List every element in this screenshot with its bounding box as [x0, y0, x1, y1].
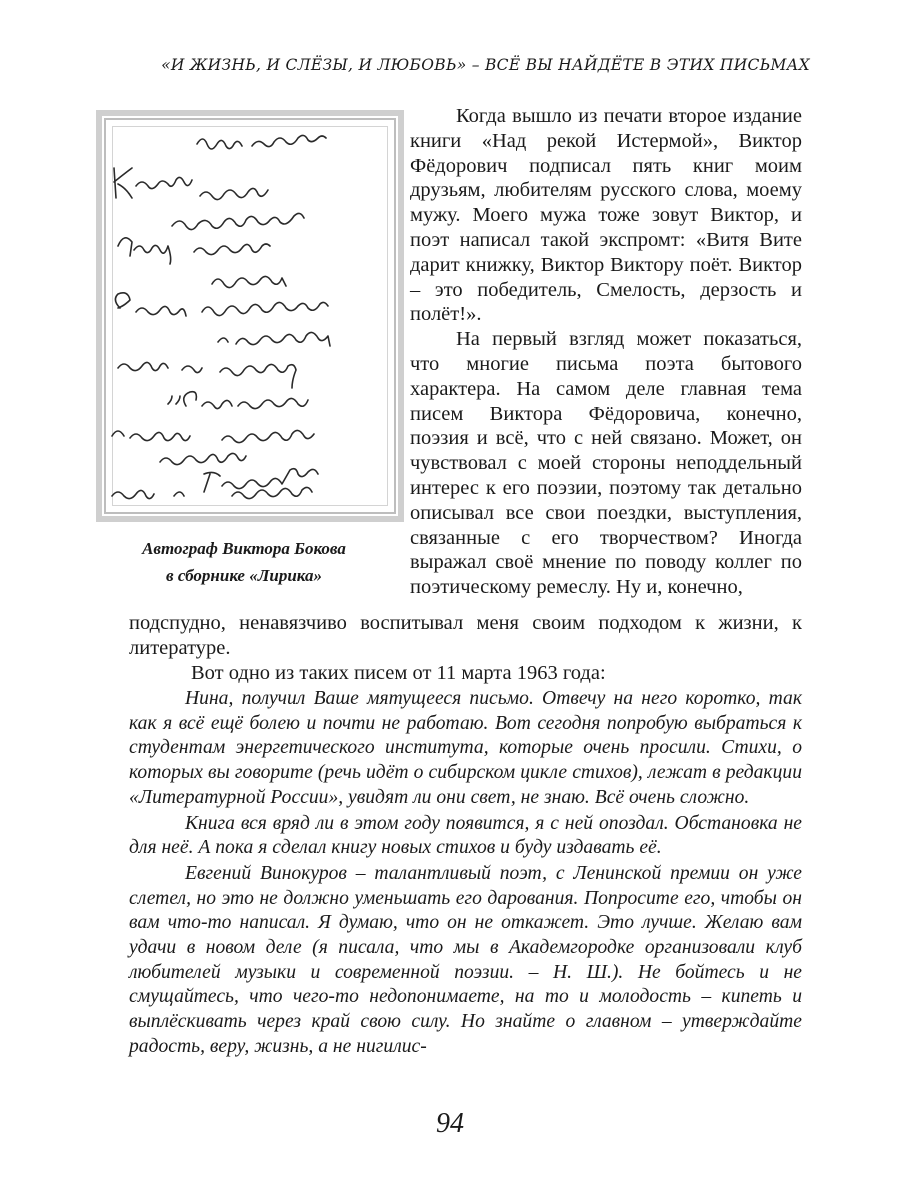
letter-paragraph-2: Книга вся вряд ли в этом году появится, я с ней опоздал. Обстановка не для неё. А пока я сделал книгу новых стихов и буду издавать её. — [129, 812, 802, 859]
running-head: «И ЖИЗНЬ, И СЛЁЗЫ, И ЛЮБОВЬ» – ВСЁ ВЫ НАЙДЁТЕ В ЭТИХ ПИСЬМАХ — [161, 56, 810, 74]
handwriting-autograph — [102, 116, 386, 504]
page-number: 94 — [436, 1108, 464, 1139]
body-paragraph-3: Вот одно из таких писем от 11 марта 1963 года: — [191, 661, 606, 684]
body-paragraph-2-continuation: подспудно, ненавязчиво воспитывал меня своим подходом к жизни, к литературе. — [129, 612, 802, 659]
figure-caption — [96, 535, 392, 589]
letter-paragraph-3: Евгений Винокуров – талантливый поэт, с Ленинской премии он уже слетел, но это не должно уменьшать его дарования. Попросите его, чтобы он вам что-то написал. Я думаю, что он не откажет. Это лучше. Желаю вам удачи в новом деле (я писала, что мы в Академгородке организовали клуб любителей музыки и современной поэзии. – Н. Ш.). Не бойтесь и не смущайтесь, что чего-то недопонимаете, на то и молодость – кипеть и выплёскивать через край свою силу. Но знайте о главном – утверждайте радость, веру, жизнь, а не нигилис- — [129, 862, 802, 1057]
caption-line-2: в сборнике «Лирика» — [166, 566, 322, 585]
body-paragraph-1: Когда вышло из печати второе издание книги «Над рекой Истермой», Виктор Фёдорович подписал пять книг моим друзьям, любителям русского слова, моему мужу. Моего мужа тоже зовут Виктор, и поэт написал такой экспромт: «Витя Вите дарит книжку, Виктор Виктору поёт. Виктор – это победитель, Смелость, дерзость и полёт!». — [410, 105, 802, 326]
letter-quote — [129, 687, 802, 1061]
body-paragraph-2 — [410, 327, 802, 600]
body-right-column — [410, 104, 802, 600]
letter-paragraph-1: Нина, получил Ваше мятущееся письмо. Отвечу на него коротко, так как я всё ещё болею и почти не работаю. Вот сегодня попробую выбраться к студентам энергетического института, которые очень просили. Стихи, о которых вы говорите (речь идёт о сибирском цикле стихов), лежат в редакции «Литературной России», увидят ли они свет, не знаю. Всё очень сложно. — [129, 688, 802, 808]
body-paragraph-2-text: На первый взгляд может показаться, что многие письма поэта бытового характера. На самом деле главная тема писем Виктора Фёдоровича, конечно, поэзия и всё, что с ней связано. Может, он чувствовал с моей стороны неподдельный интерес к его поэзии, поэтому так детально описывал все свои поездки, выступления, связанные с его творчеством? Иногда выражал своё мнение по поводу коллег по поэтическому ремеслу. Ну и, конечно, — [410, 328, 802, 599]
caption-line-1: Автограф Виктора Бокова — [142, 539, 346, 558]
autograph-image — [96, 110, 404, 522]
body-full-width — [129, 611, 802, 685]
